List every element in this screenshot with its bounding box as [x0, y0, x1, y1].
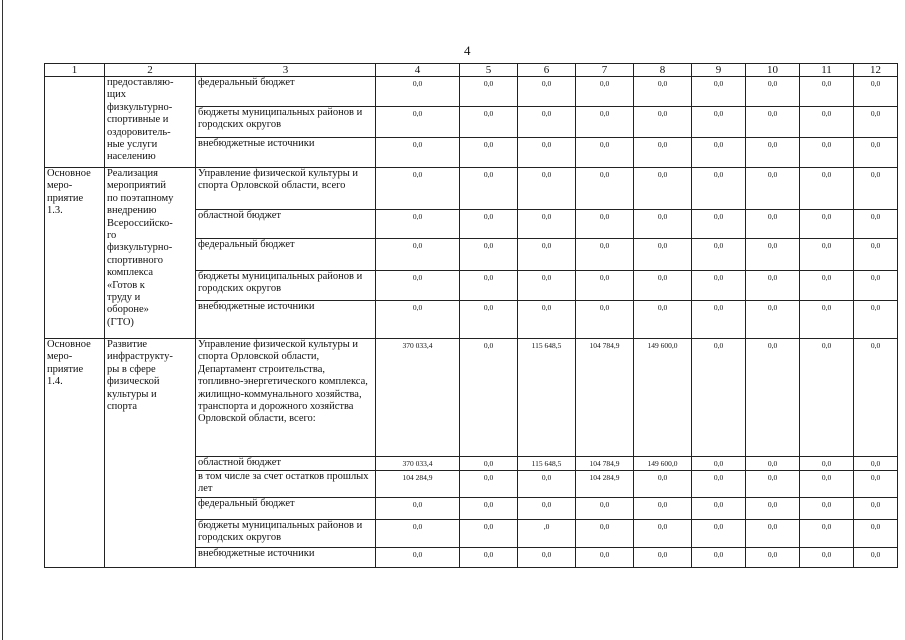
- value-cell: 0,0: [692, 520, 746, 548]
- value-cell: 0,0: [800, 339, 854, 457]
- value-cell: 0,0: [634, 271, 692, 301]
- value-cell: 0,0: [576, 210, 634, 239]
- table-row: [45, 77, 898, 107]
- header-cell: 10: [746, 64, 800, 77]
- value-cell: 0,0: [576, 548, 634, 568]
- value-cell: 0,0: [800, 77, 854, 107]
- value-cell: 0,0: [460, 138, 518, 168]
- value-cell: 0,0: [746, 520, 800, 548]
- value-cell: 0,0: [800, 107, 854, 138]
- funding-source-cell: федеральный бюджет: [196, 498, 376, 520]
- value-cell: 0,0: [746, 239, 800, 271]
- value-cell: 0,0: [460, 77, 518, 107]
- value-cell: 0,0: [376, 271, 460, 301]
- value-cell: 0,0: [854, 301, 898, 339]
- funding-source-cell: бюджеты муниципальных районов и городских округов: [196, 107, 376, 138]
- funding-source-cell: федеральный бюджет: [196, 239, 376, 271]
- value-cell: 0,0: [460, 301, 518, 339]
- value-cell: 0,0: [854, 471, 898, 498]
- value-cell: 0,0: [376, 239, 460, 271]
- value-cell: 0,0: [800, 210, 854, 239]
- value-cell: 0,0: [576, 77, 634, 107]
- value-cell: 0,0: [376, 77, 460, 107]
- value-cell: 0,0: [692, 339, 746, 457]
- value-cell: 0,0: [746, 168, 800, 210]
- funding-source-cell: в том числе за счет остатков прошлых лет: [196, 471, 376, 498]
- value-cell: 0,0: [692, 498, 746, 520]
- value-cell: 0,0: [518, 498, 576, 520]
- activity-number-cell: Основное меро- приятие 1.4.: [45, 339, 105, 568]
- value-cell: 0,0: [576, 520, 634, 548]
- table-row: [45, 339, 898, 457]
- value-cell: 0,0: [800, 471, 854, 498]
- header-cell: 2: [105, 64, 196, 77]
- value-cell: 0,0: [692, 271, 746, 301]
- value-cell: 0,0: [460, 520, 518, 548]
- value-cell: 0,0: [800, 138, 854, 168]
- value-cell: 0,0: [376, 520, 460, 548]
- budget-table: [44, 63, 898, 568]
- funding-source-cell: Управление физической культуры и спорта Орловской области, всего: [196, 168, 376, 210]
- value-cell: 0,0: [634, 138, 692, 168]
- value-cell: 0,0: [854, 548, 898, 568]
- value-cell: 0,0: [800, 520, 854, 548]
- funding-source-cell: внебюджетные источники: [196, 548, 376, 568]
- value-cell: 0,0: [746, 138, 800, 168]
- value-cell: 0,0: [746, 107, 800, 138]
- value-cell: 0,0: [854, 168, 898, 210]
- value-cell: 0,0: [634, 548, 692, 568]
- activity-name-cell: предоставляю- щих физкультурно- спортивные и оздоровитель- ные услуги населению: [105, 77, 196, 168]
- value-cell: 0,0: [692, 138, 746, 168]
- value-cell: 104 284,9: [376, 471, 460, 498]
- funding-source-cell: Управление физической культуры и спорта Орловской области, Департамент строительства, топливно-энергетического комплекса, жилищно-коммунального хозяйства, транспорта и дорожного хозяйства Орловской области, всего:: [196, 339, 376, 457]
- value-cell: 0,0: [518, 168, 576, 210]
- value-cell: 0,0: [692, 210, 746, 239]
- value-cell: 0,0: [518, 138, 576, 168]
- value-cell: 0,0: [576, 301, 634, 339]
- value-cell: 0,0: [518, 77, 576, 107]
- value-cell: 149 600,0: [634, 339, 692, 457]
- value-cell: 115 648,5: [518, 339, 576, 457]
- value-cell: 0,0: [854, 520, 898, 548]
- header-cell: 7: [576, 64, 634, 77]
- value-cell: 0,0: [746, 271, 800, 301]
- value-cell: 0,0: [854, 339, 898, 457]
- value-cell: 104 784,9: [576, 457, 634, 471]
- value-cell: 0,0: [518, 271, 576, 301]
- value-cell: 0,0: [746, 77, 800, 107]
- funding-source-cell: бюджеты муниципальных районов и городских округов: [196, 271, 376, 301]
- funding-source-cell: внебюджетные источники: [196, 301, 376, 339]
- value-cell: 0,0: [746, 457, 800, 471]
- value-cell: 0,0: [576, 271, 634, 301]
- value-cell: 0,0: [692, 77, 746, 107]
- value-cell: 0,0: [460, 498, 518, 520]
- value-cell: 0,0: [634, 301, 692, 339]
- funding-source-cell: внебюджетные источники: [196, 138, 376, 168]
- value-cell: 0,0: [576, 498, 634, 520]
- value-cell: 0,0: [746, 301, 800, 339]
- value-cell: 0,0: [800, 239, 854, 271]
- value-cell: 0,0: [634, 471, 692, 498]
- value-cell: 0,0: [460, 339, 518, 457]
- value-cell: 0,0: [692, 457, 746, 471]
- value-cell: 0,0: [854, 210, 898, 239]
- value-cell: 0,0: [800, 498, 854, 520]
- value-cell: 0,0: [634, 168, 692, 210]
- value-cell: 0,0: [460, 457, 518, 471]
- value-cell: 0,0: [692, 301, 746, 339]
- activity-number-cell: [45, 77, 105, 168]
- value-cell: 0,0: [634, 498, 692, 520]
- value-cell: ,0: [518, 520, 576, 548]
- value-cell: 0,0: [692, 168, 746, 210]
- value-cell: 0,0: [576, 168, 634, 210]
- value-cell: 0,0: [746, 471, 800, 498]
- header-cell: 11: [800, 64, 854, 77]
- value-cell: 0,0: [460, 210, 518, 239]
- value-cell: 0,0: [634, 77, 692, 107]
- value-cell: 370 033,4: [376, 339, 460, 457]
- value-cell: 370 033,4: [376, 457, 460, 471]
- value-cell: 0,0: [746, 339, 800, 457]
- value-cell: 104 284,9: [576, 471, 634, 498]
- header-cell: 3: [196, 64, 376, 77]
- value-cell: 0,0: [460, 107, 518, 138]
- value-cell: 104 784,9: [576, 339, 634, 457]
- funding-source-cell: федеральный бюджет: [196, 77, 376, 107]
- value-cell: 0,0: [376, 138, 460, 168]
- value-cell: 0,0: [460, 168, 518, 210]
- activity-number-cell: Основное меро- приятие 1.3.: [45, 168, 105, 339]
- value-cell: 0,0: [854, 457, 898, 471]
- left-margin-line: [2, 0, 3, 640]
- activity-name-cell: Реализация мероприятий по поэтапному внедрению Всероссийско- го физкультурно- спортивного комплекса «Готов к труду и обороне» (ГТО): [105, 168, 196, 339]
- value-cell: 0,0: [518, 471, 576, 498]
- value-cell: 0,0: [460, 471, 518, 498]
- value-cell: 0,0: [800, 548, 854, 568]
- header-cell: 8: [634, 64, 692, 77]
- value-cell: 0,0: [376, 107, 460, 138]
- value-cell: 0,0: [518, 548, 576, 568]
- activity-name-cell: Развитие инфраструкту- ры в сфере физической культуры и спорта: [105, 339, 196, 568]
- value-cell: 0,0: [518, 239, 576, 271]
- value-cell: 0,0: [518, 301, 576, 339]
- value-cell: 0,0: [746, 210, 800, 239]
- value-cell: 0,0: [576, 138, 634, 168]
- value-cell: 0,0: [460, 271, 518, 301]
- header-cell: 6: [518, 64, 576, 77]
- value-cell: 0,0: [800, 168, 854, 210]
- header-cell: 9: [692, 64, 746, 77]
- value-cell: 0,0: [460, 548, 518, 568]
- value-cell: 0,0: [692, 107, 746, 138]
- value-cell: 0,0: [854, 498, 898, 520]
- value-cell: 0,0: [376, 301, 460, 339]
- value-cell: 0,0: [518, 210, 576, 239]
- funding-source-cell: областной бюджет: [196, 210, 376, 239]
- value-cell: 0,0: [634, 239, 692, 271]
- value-cell: 0,0: [376, 210, 460, 239]
- value-cell: 0,0: [634, 520, 692, 548]
- funding-source-cell: областной бюджет: [196, 457, 376, 471]
- value-cell: 0,0: [460, 239, 518, 271]
- value-cell: 0,0: [518, 107, 576, 138]
- value-cell: 0,0: [576, 107, 634, 138]
- value-cell: 149 600,0: [634, 457, 692, 471]
- value-cell: 0,0: [376, 548, 460, 568]
- value-cell: 0,0: [854, 239, 898, 271]
- value-cell: 0,0: [800, 457, 854, 471]
- value-cell: 0,0: [800, 271, 854, 301]
- value-cell: 0,0: [634, 107, 692, 138]
- value-cell: 0,0: [746, 548, 800, 568]
- value-cell: 0,0: [854, 77, 898, 107]
- header-row: [45, 64, 898, 77]
- table-row: [45, 168, 898, 210]
- value-cell: 0,0: [576, 239, 634, 271]
- value-cell: 0,0: [854, 107, 898, 138]
- value-cell: 0,0: [746, 498, 800, 520]
- value-cell: 0,0: [376, 498, 460, 520]
- value-cell: 0,0: [634, 210, 692, 239]
- value-cell: 0,0: [800, 301, 854, 339]
- value-cell: 0,0: [854, 138, 898, 168]
- value-cell: 0,0: [854, 271, 898, 301]
- header-cell: 1: [45, 64, 105, 77]
- header-cell: 5: [460, 64, 518, 77]
- header-cell: 12: [854, 64, 898, 77]
- value-cell: 115 648,5: [518, 457, 576, 471]
- value-cell: 0,0: [692, 548, 746, 568]
- header-cell: 4: [376, 64, 460, 77]
- page-number: 4: [464, 43, 471, 58]
- value-cell: 0,0: [692, 471, 746, 498]
- value-cell: 0,0: [692, 239, 746, 271]
- value-cell: 0,0: [376, 168, 460, 210]
- funding-source-cell: бюджеты муниципальных районов и городских округов: [196, 520, 376, 548]
